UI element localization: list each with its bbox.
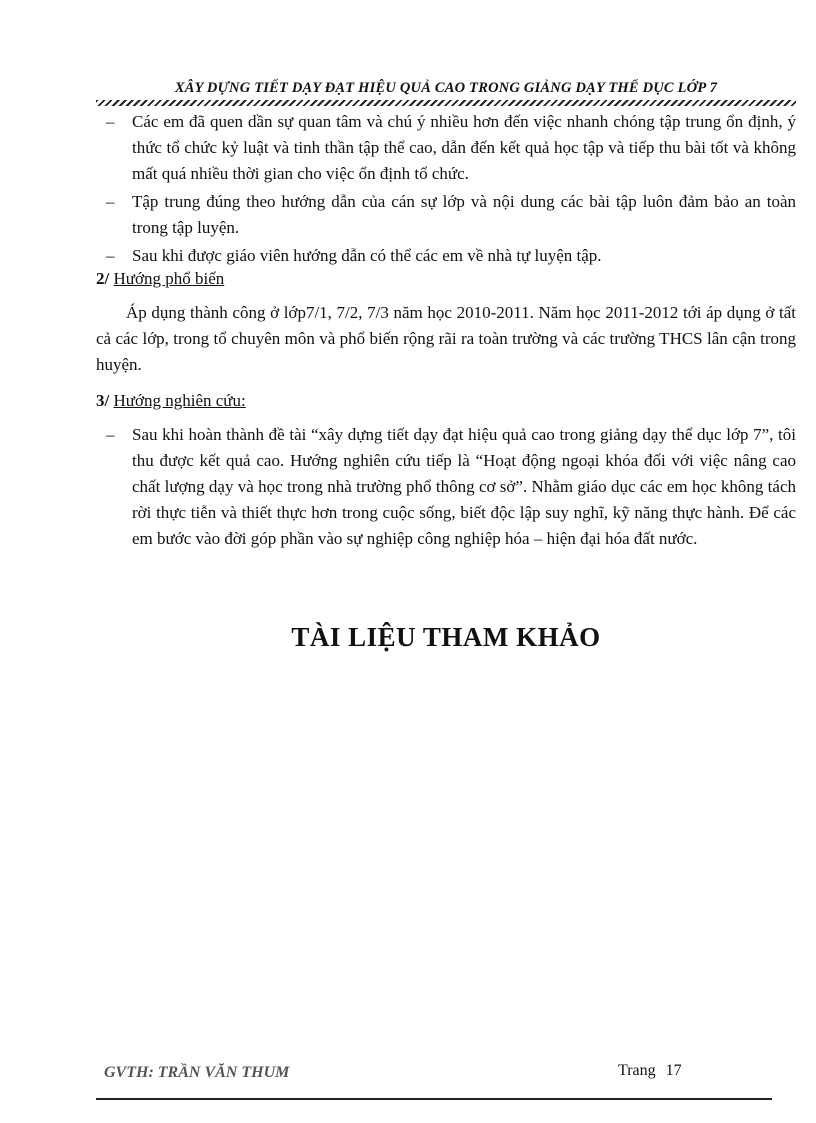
- page-header-title: XÂY DỰNG TIẾT DẠY ĐẠT HIỆU QUẢ CAO TRONG GIẢNG DẠY THỂ DỤC LỚP 7: [174, 80, 718, 96]
- section-2-number: 2/: [96, 269, 110, 288]
- section-3-heading: [96, 388, 246, 414]
- page-number: 17: [665, 1062, 682, 1079]
- list-item: – Sau khi hoàn thành đề tài “xây dựng tiết dạy đạt hiệu quả cao trong giảng dạy thể dục lớp 7”, tôi thu được kết quả cao. Hướng nghiên cứu tiếp là “Hoạt động ngoại khóa đối với việc nâng cao chất lượng dạy và học trong nhà trường phổ thông cơ sở”. Nhằm giáo dục các em học không tách rời thực tiễn và thiết thực hơn trong cuộc sống, biết độc lập suy nghĩ, kỹ năng thực hành. Để các em bước vào đời góp phần vào sự nghiệp công nghiệp hóa – hiện đại hóa đất nước.: [106, 422, 796, 552]
- header-divider: [96, 100, 796, 106]
- footer-divider: [96, 1098, 772, 1100]
- section-3-bullet-list: [106, 422, 796, 554]
- intro-bullet-list: [106, 109, 796, 271]
- list-item: – Sau khi được giáo viên hướng dẫn có thể các em về nhà tự luyện tập.: [106, 243, 796, 269]
- section-3-title: Hướng nghiên cứu:: [113, 391, 246, 410]
- list-item: – Các em đã quen dần sự quan tâm và chú ý nhiều hơn đến việc nhanh chóng tập trung ổn định, ý thức tổ chức kỷ luật và tinh thần tập thể cao, dẫn đến kết quả học tập và tiếp thu bài tốt và không mất quá nhiều thời gian cho việc ổn định tổ chức.: [106, 109, 796, 187]
- section-2-heading: [96, 266, 224, 292]
- footer-author: GVTH: TRẦN VĂN THUM: [104, 1064, 290, 1081]
- references-heading: TÀI LIỆU THAM KHẢO: [291, 622, 601, 652]
- footer-page-indicator: [618, 1062, 682, 1080]
- section-2-paragraph: Áp dụng thành công ở lớp7/1, 7/2, 7/3 năm học 2010-2011. Năm học 2011-2012 tới áp dụng ở tất cả các lớp, trong tổ chuyên môn và phổ biến rộng rãi ra toàn trường và các trường THCS lân cận trong huyện.: [96, 303, 796, 374]
- section-3-number: 3/: [96, 391, 110, 410]
- section-2-title: Hướng phổ biến: [113, 269, 225, 288]
- list-item: – Tập trung đúng theo hướng dẫn của cán sự lớp và nội dung các bài tập luôn đảm bảo an toàn trong tập luyện.: [106, 189, 796, 241]
- page-label: Trang: [618, 1062, 656, 1079]
